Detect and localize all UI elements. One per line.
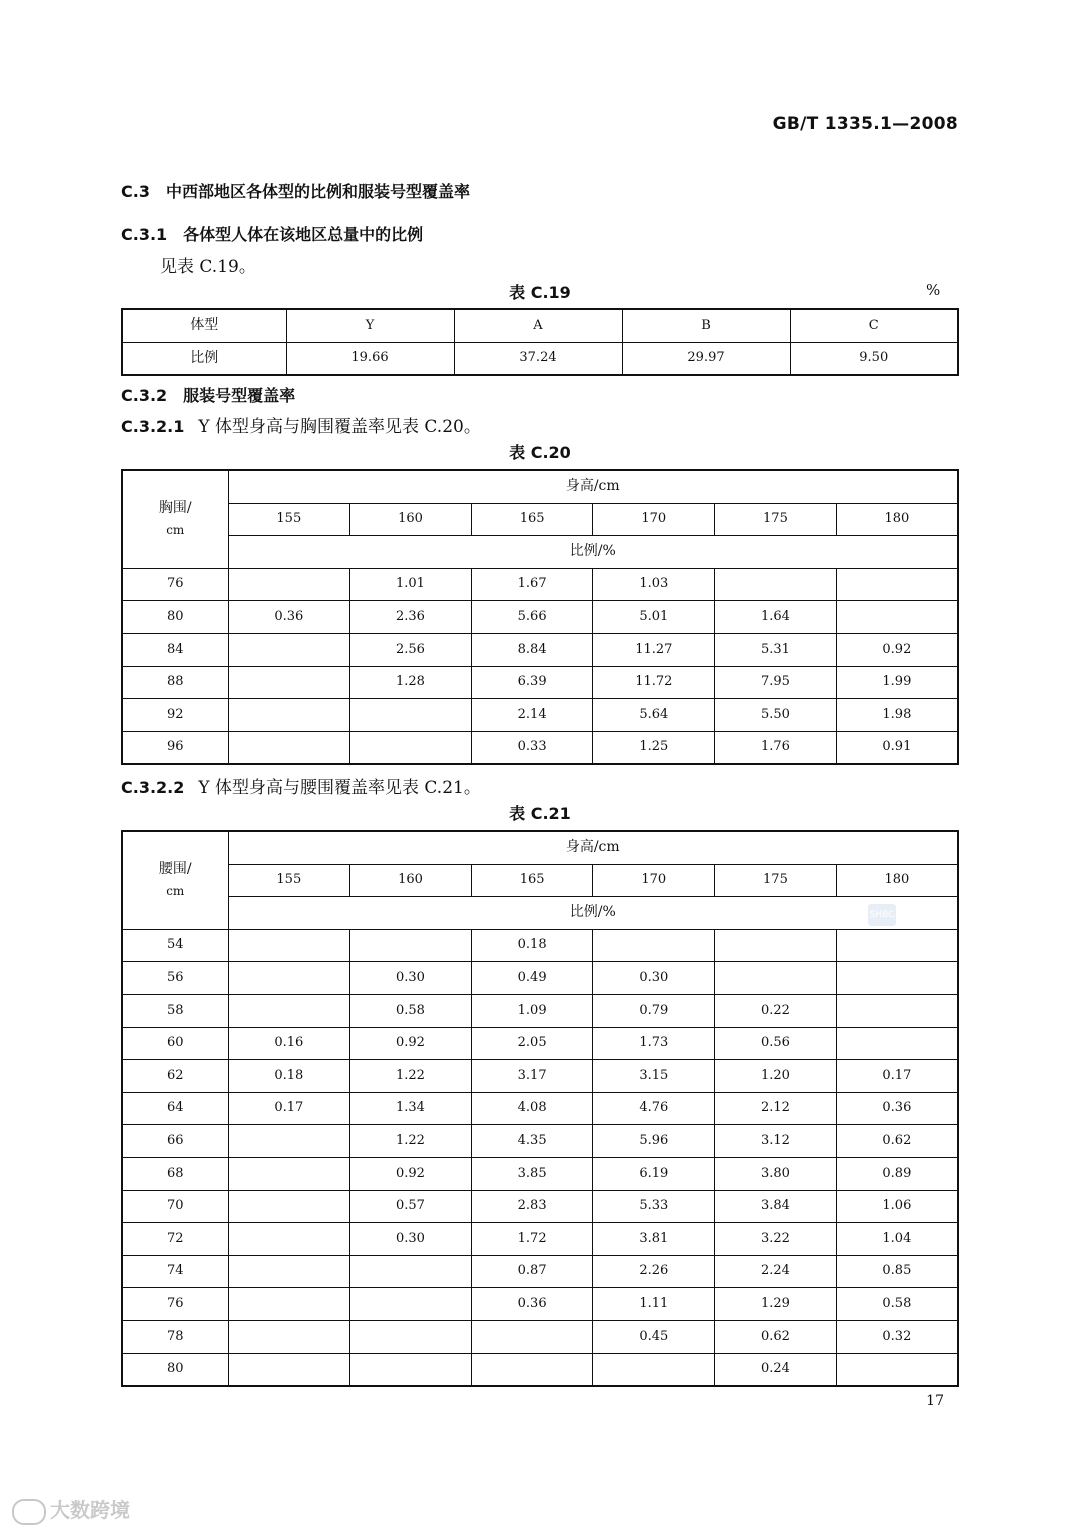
table-cell — [228, 1288, 350, 1321]
table-cell: 1.09 — [471, 994, 593, 1027]
section-c322-line — [121, 773, 481, 798]
table-row — [122, 1223, 958, 1256]
table-cell: 1.73 — [593, 1027, 715, 1060]
table-cell: 76 — [122, 1288, 228, 1321]
table-cell — [350, 929, 472, 962]
table-cell: 2.56 — [350, 633, 472, 666]
table-header-row — [122, 309, 958, 342]
table-cell — [836, 962, 958, 995]
table-cell: 0.92 — [350, 1027, 472, 1060]
table-cell — [228, 1190, 350, 1223]
table-cell: 0.57 — [350, 1190, 472, 1223]
table-cell — [228, 568, 350, 601]
table-cell: 1.28 — [350, 666, 472, 699]
table-row — [122, 342, 958, 375]
height-cell: 180 — [836, 503, 958, 536]
table-cell — [350, 1320, 472, 1353]
table-cell: 60 — [122, 1027, 228, 1060]
table-row — [122, 1190, 958, 1223]
section-title: 中西部地区各体型的比例和服装号型覆盖率 — [165, 182, 470, 201]
table-cell: 3.80 — [715, 1157, 837, 1190]
table-cell: 2.83 — [471, 1190, 593, 1223]
table-cell: 2.36 — [350, 601, 472, 634]
table19-unit: % — [926, 281, 941, 299]
table-cell — [350, 1353, 472, 1386]
height-cell: 165 — [471, 503, 593, 536]
table-cell — [593, 1353, 715, 1386]
table-row — [122, 1027, 958, 1060]
table-cell: 0.30 — [593, 962, 715, 995]
table-cell: 0.30 — [350, 1223, 472, 1256]
table-cell: 2.26 — [593, 1255, 715, 1288]
table-cell: 5.96 — [593, 1125, 715, 1158]
watermark-text: 大数跨境 — [50, 1498, 130, 1522]
table-cell: 68 — [122, 1157, 228, 1190]
table-cell — [350, 1255, 472, 1288]
table-cell: 0.62 — [836, 1125, 958, 1158]
table-cell: 0.17 — [228, 1092, 350, 1125]
table-cell: 0.85 — [836, 1255, 958, 1288]
table-row — [122, 731, 958, 764]
table-cell — [228, 994, 350, 1027]
table-cell: 3.17 — [471, 1060, 593, 1093]
height-cell: 155 — [228, 864, 350, 897]
table-cell: 70 — [122, 1190, 228, 1223]
table-cell: 2.24 — [715, 1255, 837, 1288]
table-cell: 0.92 — [350, 1157, 472, 1190]
table-cell — [836, 929, 958, 962]
table-cell — [350, 731, 472, 764]
table-header-row — [122, 470, 958, 503]
heights-row — [122, 864, 958, 897]
table-cell: 3.84 — [715, 1190, 837, 1223]
table-row — [122, 1255, 958, 1288]
table-cell: 3.81 — [593, 1223, 715, 1256]
table-cell: 1.01 — [350, 568, 472, 601]
table-cell: 78 — [122, 1320, 228, 1353]
table-row — [122, 1125, 958, 1158]
table-cell — [228, 1125, 350, 1158]
table-cell: 5.66 — [471, 601, 593, 634]
table-cell — [228, 731, 350, 764]
section-title: 各体型人体在该地区总量中的比例 — [183, 225, 424, 244]
table-cell: 9.50 — [790, 342, 958, 375]
table-cell: 1.76 — [715, 731, 837, 764]
section-number: C.3.2 — [121, 386, 168, 405]
section-number: C.3.2.1 — [121, 417, 185, 436]
table-header-cell: Y — [286, 309, 454, 342]
table-cell: 80 — [122, 601, 228, 634]
table-cell: 3.12 — [715, 1125, 837, 1158]
table-cell: 1.20 — [715, 1060, 837, 1093]
table-cell: 2.12 — [715, 1092, 837, 1125]
height-cell: 170 — [593, 503, 715, 536]
table-row — [122, 633, 958, 666]
table-row — [122, 1320, 958, 1353]
table-cell: 2.14 — [471, 699, 593, 732]
table-cell: 6.19 — [593, 1157, 715, 1190]
watermark-badge-icon: SHBC — [868, 904, 896, 926]
table-cell: 0.22 — [715, 994, 837, 1027]
section-c31-body: 见表 C.19。 — [160, 257, 256, 277]
table-cell: 0.16 — [228, 1027, 350, 1060]
table-cell: 0.62 — [715, 1320, 837, 1353]
table-cell: 76 — [122, 568, 228, 601]
table-cell: 1.64 — [715, 601, 837, 634]
ratio-header-row — [122, 536, 958, 569]
section-number: C.3.2.2 — [121, 778, 185, 797]
height-cell: 180 — [836, 864, 958, 897]
table-row — [122, 1092, 958, 1125]
table-cell — [350, 699, 472, 732]
table-cell — [228, 1223, 350, 1256]
table-cell: 96 — [122, 731, 228, 764]
table-header-cell: A — [454, 309, 622, 342]
table-cell: 1.34 — [350, 1092, 472, 1125]
table-cell — [228, 962, 350, 995]
table-cell: 0.17 — [836, 1060, 958, 1093]
section-c321-line — [121, 412, 481, 437]
table-cell — [715, 962, 837, 995]
table-cell — [228, 633, 350, 666]
table-cell: 0.91 — [836, 731, 958, 764]
table-cell: 1.22 — [350, 1060, 472, 1093]
table-cell: 0.58 — [350, 994, 472, 1027]
table-c20 — [121, 469, 959, 765]
table-cell: 62 — [122, 1060, 228, 1093]
section-c31-heading — [121, 222, 423, 245]
table-cell: 1.98 — [836, 699, 958, 732]
table-cell: 2.05 — [471, 1027, 593, 1060]
table-cell: 66 — [122, 1125, 228, 1158]
table-cell: 80 — [122, 1353, 228, 1386]
table-cell — [228, 699, 350, 732]
table-cell: 3.85 — [471, 1157, 593, 1190]
table-cell: 1.25 — [593, 731, 715, 764]
table19-caption: 表 C.19 — [509, 283, 571, 302]
table-cell: 1.72 — [471, 1223, 593, 1256]
table-cell — [228, 929, 350, 962]
table-cell — [836, 1027, 958, 1060]
table-row — [122, 929, 958, 962]
row-header-line: cm — [166, 523, 185, 538]
table-cell: 5.33 — [593, 1190, 715, 1223]
table-cell — [228, 1320, 350, 1353]
section-number: C.3.1 — [121, 225, 168, 244]
table-cell: 6.39 — [471, 666, 593, 699]
page-number: 17 — [926, 1393, 944, 1409]
table-cell: 29.97 — [622, 342, 790, 375]
table-cell: 0.79 — [593, 994, 715, 1027]
table-cell: 88 — [122, 666, 228, 699]
watermark-logo-icon — [12, 1499, 46, 1525]
table-cell: 0.89 — [836, 1157, 958, 1190]
table-row — [122, 994, 958, 1027]
ratio-header-cell: 比例/% — [228, 536, 958, 569]
table-cell — [715, 929, 837, 962]
table-cell: 0.92 — [836, 633, 958, 666]
table-cell: 1.99 — [836, 666, 958, 699]
table-cell: 58 — [122, 994, 228, 1027]
height-cell: 175 — [715, 503, 837, 536]
table-cell — [471, 1320, 593, 1353]
row-header-line: 胸围/ — [158, 500, 192, 517]
table-cell — [593, 929, 715, 962]
table-row — [122, 601, 958, 634]
table-cell: 0.24 — [715, 1353, 837, 1386]
ratio-header-row — [122, 897, 958, 930]
table-header-row — [122, 831, 958, 864]
height-cell: 160 — [350, 864, 472, 897]
table-cell: 0.36 — [471, 1288, 593, 1321]
table-cell: 3.15 — [593, 1060, 715, 1093]
height-cell: 170 — [593, 864, 715, 897]
table-row — [122, 1157, 958, 1190]
heights-row — [122, 503, 958, 536]
height-cell: 155 — [228, 503, 350, 536]
table-cell: 1.06 — [836, 1190, 958, 1223]
table-cell: 0.49 — [471, 962, 593, 995]
table-cell — [836, 1353, 958, 1386]
table-cell: 0.32 — [836, 1320, 958, 1353]
table20-caption: 表 C.20 — [509, 443, 571, 462]
table-cell — [350, 1288, 472, 1321]
table-cell: 0.33 — [471, 731, 593, 764]
table-cell — [836, 568, 958, 601]
table-c21 — [121, 830, 959, 1387]
table-header-cell: 体型 — [122, 309, 286, 342]
table-cell: 84 — [122, 633, 228, 666]
row-header-line: cm — [166, 884, 185, 899]
height-header-cell: 身高/cm — [228, 831, 958, 864]
section-c3-heading — [121, 179, 470, 202]
table-cell: 5.50 — [715, 699, 837, 732]
section-text: Y 体型身高与胸围覆盖率见表 C.20。 — [198, 417, 481, 437]
table-cell: 37.24 — [454, 342, 622, 375]
table-cell: 1.29 — [715, 1288, 837, 1321]
table-cell: 0.58 — [836, 1288, 958, 1321]
table-cell: 5.01 — [593, 601, 715, 634]
table-cell: 4.76 — [593, 1092, 715, 1125]
table-cell: 0.56 — [715, 1027, 837, 1060]
table-cell: 11.72 — [593, 666, 715, 699]
table-cell: 0.30 — [350, 962, 472, 995]
table-row — [122, 1288, 958, 1321]
table-cell: 19.66 — [286, 342, 454, 375]
table-c19 — [121, 308, 959, 376]
table-cell: 3.22 — [715, 1223, 837, 1256]
table-cell: 0.87 — [471, 1255, 593, 1288]
table-cell: 11.27 — [593, 633, 715, 666]
table-cell: 比例 — [122, 342, 286, 375]
table-row — [122, 699, 958, 732]
table-cell — [228, 1157, 350, 1190]
watermark — [12, 1494, 130, 1525]
section-title: 服装号型覆盖率 — [183, 386, 296, 405]
table-cell: 0.36 — [836, 1092, 958, 1125]
table-cell — [471, 1353, 593, 1386]
height-header-cell: 身高/cm — [228, 470, 958, 503]
table-cell: 92 — [122, 699, 228, 732]
table-cell: 1.03 — [593, 568, 715, 601]
section-c32-heading — [121, 383, 295, 406]
table-cell: 72 — [122, 1223, 228, 1256]
table-cell — [836, 994, 958, 1027]
height-cell: 175 — [715, 864, 837, 897]
table21-caption: 表 C.21 — [509, 804, 571, 823]
table-cell: 1.67 — [471, 568, 593, 601]
table-row — [122, 1060, 958, 1093]
table-cell: 54 — [122, 929, 228, 962]
table-cell: 4.35 — [471, 1125, 593, 1158]
table-cell: 5.64 — [593, 699, 715, 732]
row-header-cell — [122, 831, 228, 929]
table-row — [122, 1353, 958, 1386]
table-cell: 5.31 — [715, 633, 837, 666]
table-cell: 1.11 — [593, 1288, 715, 1321]
row-header-cell — [122, 470, 228, 568]
table-cell: 7.95 — [715, 666, 837, 699]
table-cell: 74 — [122, 1255, 228, 1288]
table-cell: 1.04 — [836, 1223, 958, 1256]
table-cell: 0.18 — [228, 1060, 350, 1093]
table-row — [122, 666, 958, 699]
table-cell: 1.22 — [350, 1125, 472, 1158]
table-cell: 64 — [122, 1092, 228, 1125]
table-cell: 0.36 — [228, 601, 350, 634]
table-header-cell: B — [622, 309, 790, 342]
standard-code: GB/T 1335.1—2008 — [772, 114, 958, 134]
section-text: Y 体型身高与腰围覆盖率见表 C.21。 — [198, 778, 481, 798]
table-cell — [228, 666, 350, 699]
table-cell: 0.45 — [593, 1320, 715, 1353]
table-cell — [715, 568, 837, 601]
table-cell: 0.18 — [471, 929, 593, 962]
table-cell — [228, 1255, 350, 1288]
table-cell — [836, 601, 958, 634]
section-number: C.3 — [121, 182, 150, 201]
table-header-cell: C — [790, 309, 958, 342]
height-cell: 160 — [350, 503, 472, 536]
row-header-line: 腰围/ — [158, 861, 192, 878]
height-cell: 165 — [471, 864, 593, 897]
table-row — [122, 962, 958, 995]
table-cell — [228, 1353, 350, 1386]
table-cell: 4.08 — [471, 1092, 593, 1125]
ratio-header-cell: 比例/% — [228, 897, 958, 930]
table-row — [122, 568, 958, 601]
table-cell: 8.84 — [471, 633, 593, 666]
table-cell: 56 — [122, 962, 228, 995]
